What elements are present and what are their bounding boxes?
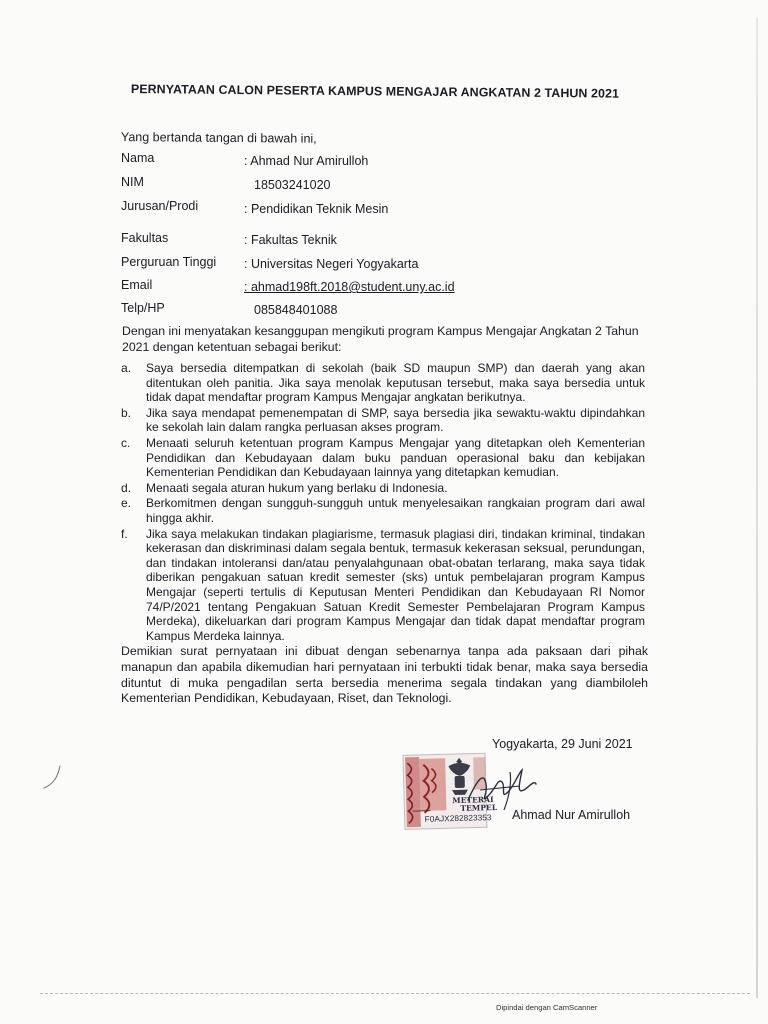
term-text: Menaati segala aturan hukum yang berlaku di Indonesia. xyxy=(146,480,448,495)
scanner-watermark-text: Dipindai dengan CamScanner xyxy=(496,1003,598,1012)
field-value-telp: 085848401088 xyxy=(254,303,338,317)
field-value-perguruan-tinggi: : Universitas Negeri Yogyakarta xyxy=(244,257,419,271)
term-item-d xyxy=(121,481,645,496)
closing-paragraph: Demikian surat pernyataan ini dibuat dengan sebenarnya tanpa ada paksaan dari pihak manapun dan apabila dikemudian hari pernyataan ini terbukti tidak benar, maka saya bersedia dituntut di muka pengadilan serta bersedia menerima segala tindakan yang diambiloleh Kementerian Pendidikan, Kebudayaan, Riset, dan Teknologi. xyxy=(121,644,648,706)
term-item-a xyxy=(121,361,645,405)
statement-paragraph: Dengan ini menyatakan kesanggupan mengikuti program Kampus Mengajar Angkatan 2 Tahun 2021 dengan ketentuan sebagai berikut: xyxy=(122,324,639,354)
field-value-nama: : Ahmad Nur Amirulloh xyxy=(244,154,369,168)
term-marker: e. xyxy=(121,496,132,511)
field-label-email: Email xyxy=(121,278,153,292)
terms-list xyxy=(121,361,645,644)
term-item-c xyxy=(121,436,645,480)
margin-pen-mark xyxy=(42,764,64,790)
field-label-fakultas: Fakultas xyxy=(121,231,169,245)
stamp-word-tempel: TEMPEL xyxy=(460,802,498,813)
term-text: Menaati seluruh ketentuan program Kampus Mengajar yang ditetapkan oleh Kementerian Pendidikan dan Kebudayaan dalam buku panduan operasional baku dan kebijakan Kementerian Pendidikan dan Kebudayaan lainnya yang ditetapkan kemudian. xyxy=(146,435,645,480)
term-marker: b. xyxy=(121,405,132,420)
term-item-b xyxy=(121,406,645,435)
scan-edge xyxy=(756,18,758,998)
field-value-email: : ahmad198ft.2018@student.uny.ac.id xyxy=(244,280,455,294)
term-item-f xyxy=(121,527,645,644)
term-text: Jika saya melakukan tindakan plagiarisme, termasuk plagiasi diri, tindakan kriminal, tindakan kekerasan dan diskriminasi dalam segala bentuk, termasuk kekerasan seksual, perundungan, dan tindakan intoleransi dan/atau penyalahgunaan obat-obatan terlarang, maka saya tidak diberikan pengakuan satuan kredit semester (sks) untuk pembelajaran program Kampus Mengajar (seperti tertulis di Keputusan Menteri Pendidikan dan Kebudayaan RI Nomor 74/P/2021 tentang Pengakuan Satuan Kredit Semester Pembelajaran Program Kampus Merdeka), dikeluarkan dari program Kampus Mengajar dan tidak dapat mendaftar program Kampus Merdeka lainnya. xyxy=(146,526,645,643)
term-text: Saya bersedia ditempatkan di sekolah (baik SD maupun SMP) dan daerah yang akan ditentukan oleh panitia. Jika saya menolak keputusan tersebut, maka saya bersedia untuk tidak dapat mendaftar program Kampus Mengajar angkatan berikutnya. xyxy=(146,361,645,405)
term-marker: a. xyxy=(121,361,132,375)
term-item-e xyxy=(121,496,645,525)
term-text: Berkomitmen dengan sungguh-sungguh untuk menyelesaikan rangkaian program dari awal hingga akhir. xyxy=(146,496,645,525)
field-value-jurusan: : Pendidikan Teknik Mesin xyxy=(244,202,389,216)
field-value-fakultas: : Fakultas Teknik xyxy=(244,233,337,247)
document-title: PERNYATAAN CALON PESERTA KAMPUS MENGAJAR ANGKATAN 2 TAHUN 2021 xyxy=(130,82,620,101)
field-label-nama: Nama xyxy=(121,151,155,165)
term-marker: d. xyxy=(121,480,132,495)
term-text: Jika saya mendapat pemenempatan di SMP, saya bersedia jika sewaktu-waktu dipindahkan ke sekolah lain dalam rangka perluasan akses program. xyxy=(146,405,645,435)
stamp-word-meterai: METERAI xyxy=(452,795,494,806)
term-marker: c. xyxy=(121,435,131,450)
field-label-nim: NIM xyxy=(121,175,144,189)
term-marker: f. xyxy=(121,526,128,541)
stamp-serial-code: F0AJX282823353 xyxy=(424,813,492,824)
place-date: Yogyakarta, 29 Juni 2021 xyxy=(492,737,633,751)
intro-line: Yang bertanda tangan di bawah ini, xyxy=(120,130,317,146)
field-label-perguruan-tinggi: Perguruan Tinggi xyxy=(121,255,217,269)
signer-name: Ahmad Nur Amirulloh xyxy=(512,808,631,822)
field-value-nim: 18503241020 xyxy=(254,178,331,192)
field-label-jurusan: Jurusan/Prodi xyxy=(121,199,199,213)
field-label-telp: Telp/HP xyxy=(121,301,165,315)
